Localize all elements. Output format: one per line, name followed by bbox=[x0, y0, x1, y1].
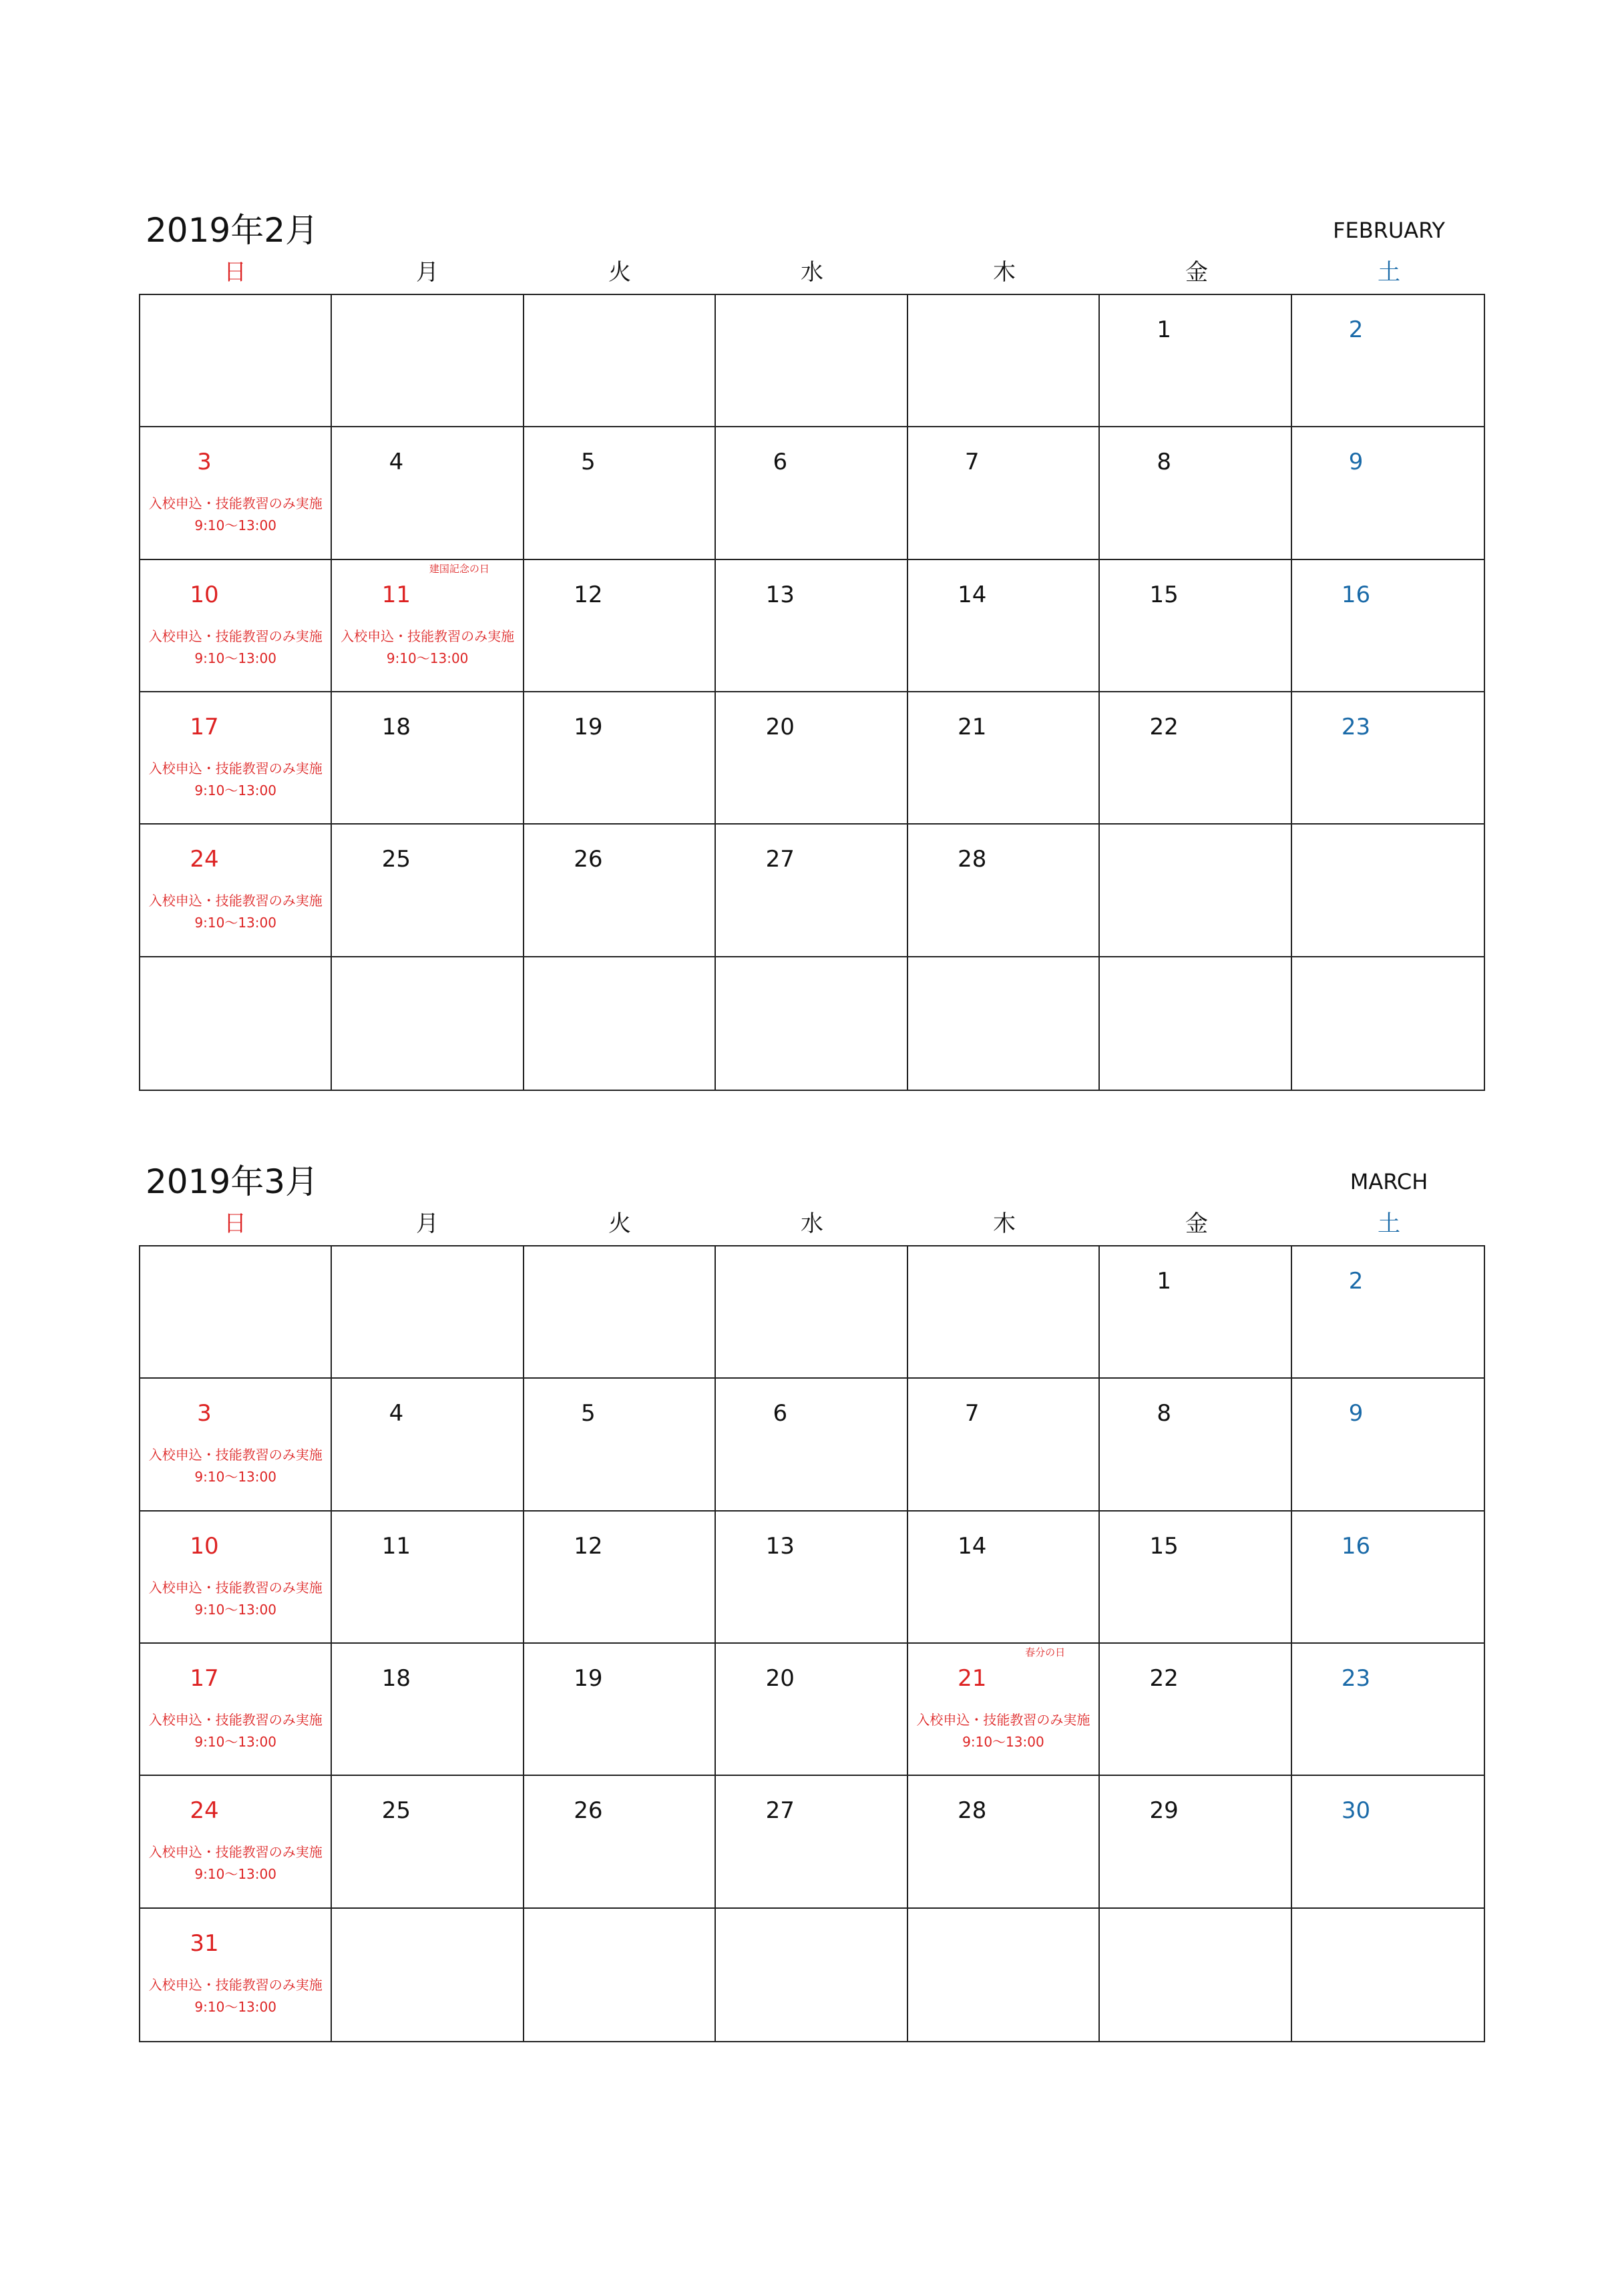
event-description: 入校申込・技能教習のみ実施 bbox=[148, 760, 323, 776]
day-cell bbox=[908, 1379, 1100, 1511]
event-description: 入校申込・技能教習のみ実施 bbox=[341, 628, 515, 644]
weekday-sunday: 日 bbox=[224, 1210, 246, 1237]
day-number: 13 bbox=[765, 581, 795, 608]
day-cell bbox=[1100, 560, 1291, 692]
day-cell bbox=[1292, 692, 1484, 825]
empty-day-cell bbox=[908, 1909, 1100, 2041]
day-cell bbox=[332, 1644, 524, 1776]
day-number: 21 bbox=[958, 713, 987, 740]
day-cell bbox=[1100, 1776, 1291, 1908]
day-cell bbox=[140, 1644, 332, 1776]
day-cell bbox=[716, 825, 907, 957]
day-number: 28 bbox=[958, 1797, 987, 1825]
day-cell bbox=[332, 560, 524, 692]
empty-day-cell bbox=[332, 1909, 524, 2041]
day-number: 7 bbox=[964, 1400, 980, 1427]
day-number: 15 bbox=[1149, 1532, 1179, 1560]
weekday-saturday: 土 bbox=[1378, 259, 1400, 286]
day-cell bbox=[1100, 1644, 1291, 1776]
day-number: 6 bbox=[773, 1400, 788, 1427]
event-note bbox=[140, 758, 331, 802]
day-cell bbox=[1100, 1246, 1291, 1379]
weekday-friday: 金 bbox=[1185, 1210, 1208, 1237]
weekday-wednesday: 水 bbox=[801, 1210, 823, 1237]
day-number: 24 bbox=[190, 1797, 219, 1825]
day-cell bbox=[140, 1909, 332, 2041]
event-description: 入校申込・技能教習のみ実施 bbox=[148, 628, 323, 644]
day-number: 23 bbox=[1341, 1664, 1371, 1692]
day-cell bbox=[908, 825, 1100, 957]
event-note bbox=[140, 1444, 331, 1488]
day-number: 12 bbox=[574, 1532, 603, 1560]
empty-day-cell bbox=[524, 1909, 716, 2041]
day-number: 10 bbox=[190, 581, 219, 608]
event-note bbox=[908, 1709, 1098, 1753]
day-number: 18 bbox=[381, 1664, 411, 1692]
day-number: 17 bbox=[190, 713, 219, 740]
weekday-tuesday: 火 bbox=[608, 1210, 631, 1237]
calendar-grid bbox=[139, 1245, 1485, 2042]
day-cell bbox=[908, 1644, 1100, 1776]
day-cell bbox=[1100, 295, 1291, 427]
day-number: 6 bbox=[773, 449, 788, 476]
event-note bbox=[140, 1709, 331, 1753]
event-time: 9:10〜13:00 bbox=[194, 1998, 276, 2015]
day-cell bbox=[716, 1512, 907, 1644]
empty-day-cell bbox=[524, 295, 716, 427]
day-number: 13 bbox=[765, 1532, 795, 1560]
weekday-saturday: 土 bbox=[1378, 1210, 1400, 1237]
weekday-thursday: 木 bbox=[993, 1210, 1016, 1237]
day-number: 29 bbox=[1149, 1797, 1179, 1825]
empty-day-cell bbox=[716, 1909, 907, 2041]
day-number: 17 bbox=[190, 1664, 219, 1692]
empty-day-cell bbox=[140, 295, 332, 427]
event-description: 入校申込・技能教習のみ実施 bbox=[916, 1711, 1090, 1728]
day-number: 27 bbox=[765, 846, 795, 873]
day-cell bbox=[1292, 1776, 1484, 1908]
day-number: 18 bbox=[381, 713, 411, 740]
day-number: 4 bbox=[389, 1400, 404, 1427]
day-cell bbox=[716, 560, 907, 692]
day-number: 14 bbox=[958, 581, 987, 608]
empty-day-cell bbox=[140, 1246, 332, 1379]
event-time: 9:10〜13:00 bbox=[194, 650, 276, 666]
day-cell bbox=[524, 427, 716, 559]
day-cell bbox=[908, 560, 1100, 692]
empty-day-cell bbox=[716, 295, 907, 427]
day-number: 30 bbox=[1341, 1797, 1371, 1825]
day-cell bbox=[908, 427, 1100, 559]
weekday-header bbox=[139, 1207, 1485, 1240]
empty-day-cell bbox=[908, 295, 1100, 427]
day-cell bbox=[1292, 1246, 1484, 1379]
day-number: 25 bbox=[381, 1797, 411, 1825]
event-description: 入校申込・技能教習のみ実施 bbox=[148, 1447, 323, 1463]
day-cell bbox=[1292, 427, 1484, 559]
day-number: 12 bbox=[574, 581, 603, 608]
day-cell bbox=[332, 1379, 524, 1511]
event-description: 入校申込・技能教習のみ実施 bbox=[148, 893, 323, 909]
day-number: 23 bbox=[1341, 713, 1371, 740]
weekday-thursday: 木 bbox=[993, 259, 1016, 286]
event-description: 入校申込・技能教習のみ実施 bbox=[148, 1579, 323, 1596]
day-number: 7 bbox=[964, 449, 980, 476]
day-cell bbox=[716, 427, 907, 559]
day-number: 14 bbox=[958, 1532, 987, 1560]
day-number: 5 bbox=[581, 1400, 596, 1427]
day-number: 9 bbox=[1348, 1400, 1364, 1427]
event-note bbox=[140, 626, 331, 670]
empty-day-cell bbox=[140, 957, 332, 1090]
event-note bbox=[140, 1841, 331, 1885]
day-cell bbox=[1292, 1644, 1484, 1776]
event-time: 9:10〜13:00 bbox=[194, 1733, 276, 1750]
day-cell bbox=[716, 692, 907, 825]
day-cell bbox=[332, 692, 524, 825]
day-cell bbox=[1100, 1379, 1291, 1511]
day-number: 26 bbox=[574, 1797, 603, 1825]
day-cell bbox=[140, 427, 332, 559]
calendar-grid bbox=[139, 294, 1485, 1091]
event-time: 9:10〜13:00 bbox=[194, 1601, 276, 1618]
day-number: 3 bbox=[197, 449, 212, 476]
day-cell bbox=[1292, 1379, 1484, 1511]
event-description: 入校申込・技能教習のみ実施 bbox=[148, 1844, 323, 1861]
day-cell bbox=[1292, 1512, 1484, 1644]
event-note bbox=[140, 1577, 331, 1621]
day-cell bbox=[140, 825, 332, 957]
empty-day-cell bbox=[716, 1246, 907, 1379]
day-number: 21 bbox=[958, 1664, 987, 1692]
event-time: 9:10〜13:00 bbox=[962, 1733, 1044, 1750]
holiday-name: 建国記念の日 bbox=[429, 562, 489, 575]
day-cell bbox=[908, 1776, 1100, 1908]
day-number: 22 bbox=[1149, 1664, 1179, 1692]
month-english-name: FEBRUARY bbox=[1333, 218, 1445, 243]
day-cell bbox=[332, 1512, 524, 1644]
weekday-tuesday: 火 bbox=[608, 259, 631, 286]
day-number: 1 bbox=[1157, 316, 1171, 343]
day-number: 5 bbox=[581, 449, 596, 476]
empty-day-cell bbox=[524, 1246, 716, 1379]
empty-day-cell bbox=[524, 957, 716, 1090]
day-cell bbox=[332, 427, 524, 559]
day-cell bbox=[140, 1512, 332, 1644]
day-cell bbox=[524, 1512, 716, 1644]
day-number: 1 bbox=[1157, 1268, 1171, 1295]
day-cell bbox=[908, 692, 1100, 825]
empty-day-cell bbox=[332, 1246, 524, 1379]
day-number: 15 bbox=[1149, 581, 1179, 608]
day-number: 2 bbox=[1348, 1268, 1364, 1295]
day-number: 3 bbox=[197, 1400, 212, 1427]
day-cell bbox=[140, 1379, 332, 1511]
day-number: 20 bbox=[765, 1664, 795, 1692]
day-number: 28 bbox=[958, 846, 987, 873]
day-cell bbox=[716, 1776, 907, 1908]
day-number: 11 bbox=[381, 581, 411, 608]
day-number: 2 bbox=[1348, 316, 1364, 343]
day-cell bbox=[524, 692, 716, 825]
empty-day-cell bbox=[1100, 1909, 1291, 2041]
month-title: 2019年2月 bbox=[146, 211, 319, 250]
day-number: 26 bbox=[574, 846, 603, 873]
empty-day-cell bbox=[1100, 825, 1291, 957]
day-number: 25 bbox=[381, 846, 411, 873]
day-number: 27 bbox=[765, 1797, 795, 1825]
day-cell bbox=[524, 1379, 716, 1511]
event-note bbox=[140, 493, 331, 537]
weekday-monday: 月 bbox=[416, 1210, 439, 1237]
day-cell bbox=[140, 692, 332, 825]
day-cell bbox=[524, 560, 716, 692]
event-note bbox=[140, 890, 331, 934]
day-number: 22 bbox=[1149, 713, 1179, 740]
day-cell bbox=[524, 1644, 716, 1776]
empty-day-cell bbox=[1292, 1909, 1484, 2041]
day-cell bbox=[716, 1644, 907, 1776]
day-number: 19 bbox=[574, 1664, 603, 1692]
day-number: 31 bbox=[190, 1929, 219, 1957]
day-cell bbox=[332, 1776, 524, 1908]
day-cell bbox=[1292, 295, 1484, 427]
day-cell bbox=[332, 825, 524, 957]
empty-day-cell bbox=[908, 957, 1100, 1090]
day-cell bbox=[1292, 560, 1484, 692]
day-cell bbox=[524, 1776, 716, 1908]
day-cell bbox=[140, 1776, 332, 1908]
holiday-name: 春分の日 bbox=[1025, 1646, 1066, 1658]
empty-day-cell bbox=[716, 957, 907, 1090]
event-time: 9:10〜13:00 bbox=[194, 517, 276, 534]
day-number: 11 bbox=[381, 1532, 411, 1560]
event-description: 入校申込・技能教習のみ実施 bbox=[148, 1976, 323, 1993]
day-number: 16 bbox=[1341, 581, 1371, 608]
month-title: 2019年3月 bbox=[146, 1162, 319, 1201]
day-number: 16 bbox=[1341, 1532, 1371, 1560]
day-cell bbox=[716, 1379, 907, 1511]
weekday-wednesday: 水 bbox=[801, 259, 823, 286]
day-number: 8 bbox=[1157, 449, 1171, 476]
weekday-header bbox=[139, 256, 1485, 289]
empty-day-cell bbox=[1100, 957, 1291, 1090]
event-time: 9:10〜13:00 bbox=[194, 1866, 276, 1883]
weekday-sunday: 日 bbox=[224, 259, 246, 286]
event-time: 9:10〜13:00 bbox=[194, 782, 276, 798]
day-cell bbox=[140, 560, 332, 692]
day-number: 10 bbox=[190, 1532, 219, 1560]
day-number: 24 bbox=[190, 846, 219, 873]
month-english-name: MARCH bbox=[1350, 1169, 1428, 1194]
empty-day-cell bbox=[908, 1246, 1100, 1379]
day-number: 19 bbox=[574, 713, 603, 740]
weekday-friday: 金 bbox=[1185, 259, 1208, 286]
empty-day-cell bbox=[1292, 957, 1484, 1090]
event-note bbox=[332, 626, 522, 670]
day-cell bbox=[1100, 1512, 1291, 1644]
empty-day-cell bbox=[332, 295, 524, 427]
day-number: 4 bbox=[389, 449, 404, 476]
day-number: 9 bbox=[1348, 449, 1364, 476]
day-cell bbox=[1100, 427, 1291, 559]
event-note bbox=[140, 1974, 331, 2018]
empty-day-cell bbox=[332, 957, 524, 1090]
day-number: 20 bbox=[765, 713, 795, 740]
weekday-monday: 月 bbox=[416, 259, 439, 286]
day-cell bbox=[524, 825, 716, 957]
empty-day-cell bbox=[1292, 825, 1484, 957]
event-time: 9:10〜13:00 bbox=[194, 915, 276, 931]
event-description: 入校申込・技能教習のみ実施 bbox=[148, 495, 323, 512]
day-cell bbox=[908, 1512, 1100, 1644]
event-description: 入校申込・技能教習のみ実施 bbox=[148, 1711, 323, 1728]
day-cell bbox=[1100, 692, 1291, 825]
day-number: 8 bbox=[1157, 1400, 1171, 1427]
event-time: 9:10〜13:00 bbox=[194, 1469, 276, 1485]
event-time: 9:10〜13:00 bbox=[386, 650, 469, 666]
